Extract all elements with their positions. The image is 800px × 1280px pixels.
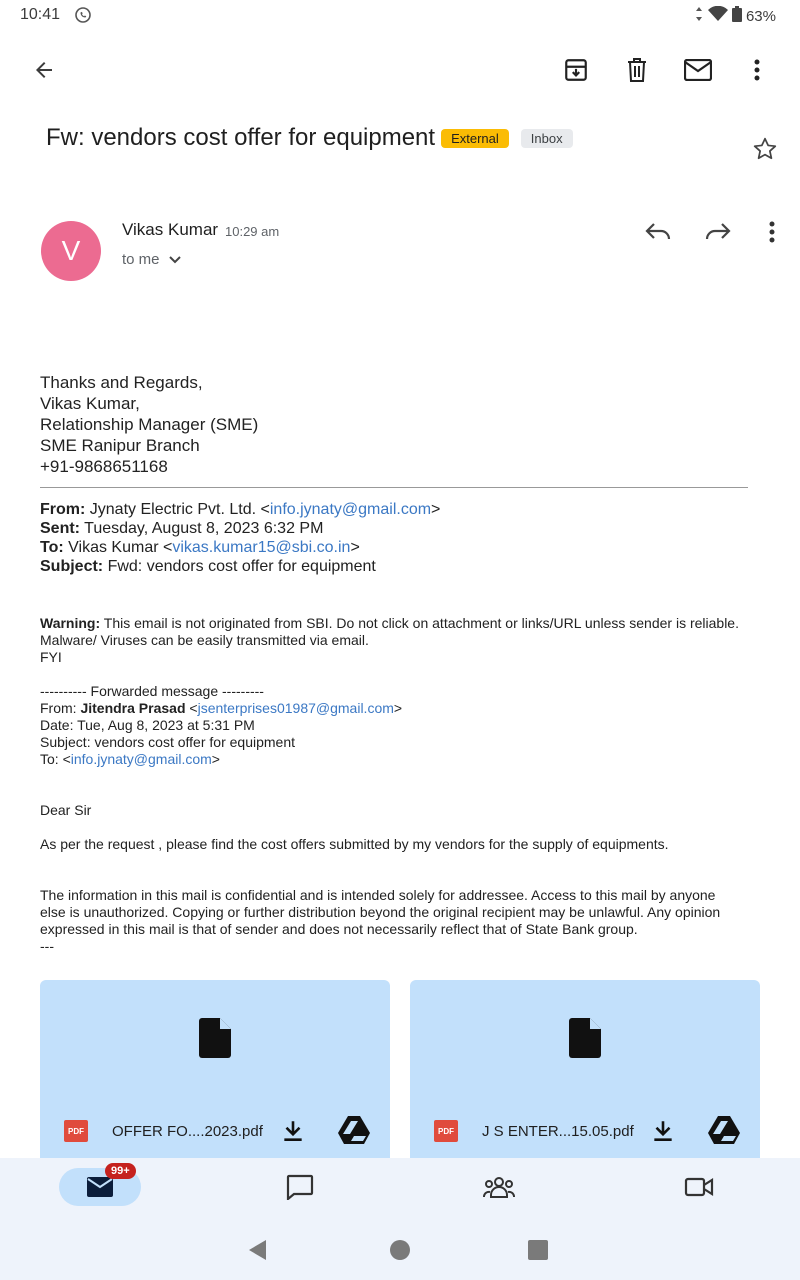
recipient-details-toggle[interactable] xyxy=(122,251,182,268)
warning-block: Warning: This email is not originated from SBI. Do not click on attachment or links/URL unless sender is reliable. Malware/ Viruses can be easily transmitted via email. FYI xyxy=(40,615,739,665)
status-bar xyxy=(0,0,800,32)
status-time: 10:41 xyxy=(20,6,61,23)
bottom-navigation xyxy=(0,1158,800,1220)
chat-icon xyxy=(286,1174,314,1200)
save-to-drive-icon[interactable] xyxy=(708,1116,740,1144)
inbox-label[interactable]: Inbox xyxy=(521,129,573,148)
outlook-header: From: Jynaty Electric Pvt. Ltd. <info.jynaty@gmail.com> Sent: Tuesday, August 8, 2023 6:32 PM To: Vikas Kumar <vikas.kumar15@sbi.co.in> Subject: Fwd: vendors cost offer for equipment xyxy=(40,501,441,575)
disclaimer: The information in this mail is confidential and is intended solely for addressee. Access to this mail by anyone else is unauthorized. Copying or further distribution beyond the original recipient may be unlawful. Any opinion expressed in this mail is that of sender and does not necessarily reflect that of State Bank group. --- xyxy=(40,887,721,954)
to-email-link[interactable]: vikas.kumar15@sbi.co.in xyxy=(172,539,351,556)
external-label: External xyxy=(441,129,509,148)
back-button[interactable] xyxy=(24,50,64,90)
email-body xyxy=(40,372,760,954)
recipient-label: to me xyxy=(122,251,160,268)
delete-button[interactable] xyxy=(617,50,657,90)
video-camera-icon xyxy=(684,1176,714,1198)
sender-name: Vikas Kumar xyxy=(122,220,219,239)
data-arrows-icon xyxy=(694,6,704,26)
mail-icon xyxy=(684,59,712,81)
archive-icon xyxy=(563,57,589,83)
star-button[interactable] xyxy=(752,136,778,167)
arrow-back-icon xyxy=(32,58,56,82)
pdf-icon: PDF xyxy=(434,1120,458,1142)
email-subject: Fw: vendors cost offer for equipment xyxy=(46,124,436,151)
unread-badge: 99+ xyxy=(105,1163,136,1179)
forward-button[interactable] xyxy=(700,214,736,250)
people-icon xyxy=(483,1175,515,1199)
trash-icon xyxy=(625,57,649,83)
nav-spaces[interactable] xyxy=(458,1168,540,1206)
sender-time: 10:29 am xyxy=(225,224,280,239)
attachment-card[interactable] xyxy=(410,980,760,1160)
divider xyxy=(40,487,748,488)
status-indicators xyxy=(694,6,776,26)
forward-from-email-link[interactable]: jsenterprises01987@gmail.com xyxy=(197,700,394,716)
download-icon[interactable] xyxy=(280,1118,306,1144)
more-vert-icon xyxy=(769,220,775,244)
battery-percent: 63% xyxy=(745,7,776,25)
more-vert-icon xyxy=(754,58,760,82)
attachment-name: OFFER FO....2023.pdf xyxy=(112,1123,263,1140)
subject-row xyxy=(46,124,746,152)
battery-icon xyxy=(732,6,742,26)
pdf-icon: PDF xyxy=(64,1120,88,1142)
whatsapp-icon xyxy=(74,6,92,29)
system-navigation xyxy=(0,1220,800,1280)
mail-icon xyxy=(86,1176,114,1198)
attachment-card[interactable] xyxy=(40,980,390,1160)
recents-nav-icon[interactable] xyxy=(526,1238,550,1262)
document-icon xyxy=(199,1018,231,1058)
forward-icon xyxy=(705,222,731,242)
star-icon xyxy=(752,136,778,162)
more-options-button[interactable] xyxy=(737,50,777,90)
download-icon[interactable] xyxy=(650,1118,676,1144)
home-nav-icon[interactable] xyxy=(388,1238,412,1262)
nav-meet[interactable] xyxy=(658,1168,740,1206)
message-more-button[interactable] xyxy=(754,214,790,250)
mark-unread-button[interactable] xyxy=(678,50,718,90)
from-email-link[interactable]: info.jynaty@gmail.com xyxy=(269,501,432,518)
greeting: Dear Sir xyxy=(40,802,92,818)
attachment-name: J S ENTER...15.05.pdf xyxy=(482,1123,634,1140)
signature: Thanks and Regards, Vikas Kumar, Relationship Manager (SME) SME Ranipur Branch +91-9868651168 xyxy=(40,373,259,476)
reply-icon xyxy=(645,222,671,242)
nav-mail[interactable] xyxy=(59,1165,141,1206)
save-to-drive-icon[interactable] xyxy=(338,1116,370,1144)
wifi-icon xyxy=(708,6,728,26)
nav-chat[interactable] xyxy=(259,1168,341,1206)
chevron-down-icon xyxy=(168,255,182,265)
reply-button[interactable] xyxy=(640,214,676,250)
document-icon xyxy=(569,1018,601,1058)
back-nav-icon[interactable] xyxy=(246,1238,270,1262)
sender-avatar[interactable]: V xyxy=(41,221,101,281)
forwarded-block: ---------- Forwarded message --------- From: Jitendra Prasad <jsenterprises01987@gmail.com> Date: Tue, Aug 8, 2023 at 5:31 PM Subject: vendors cost offer for equipment To: <info.jynaty@gmail.com> xyxy=(40,683,403,767)
forward-to-email-link[interactable]: info.jynaty@gmail.com xyxy=(70,751,212,767)
message-text: As per the request , please find the cost offers submitted by my vendors for the supply of equipments. xyxy=(40,836,669,852)
archive-button[interactable] xyxy=(556,50,596,90)
email-toolbar xyxy=(0,40,800,100)
